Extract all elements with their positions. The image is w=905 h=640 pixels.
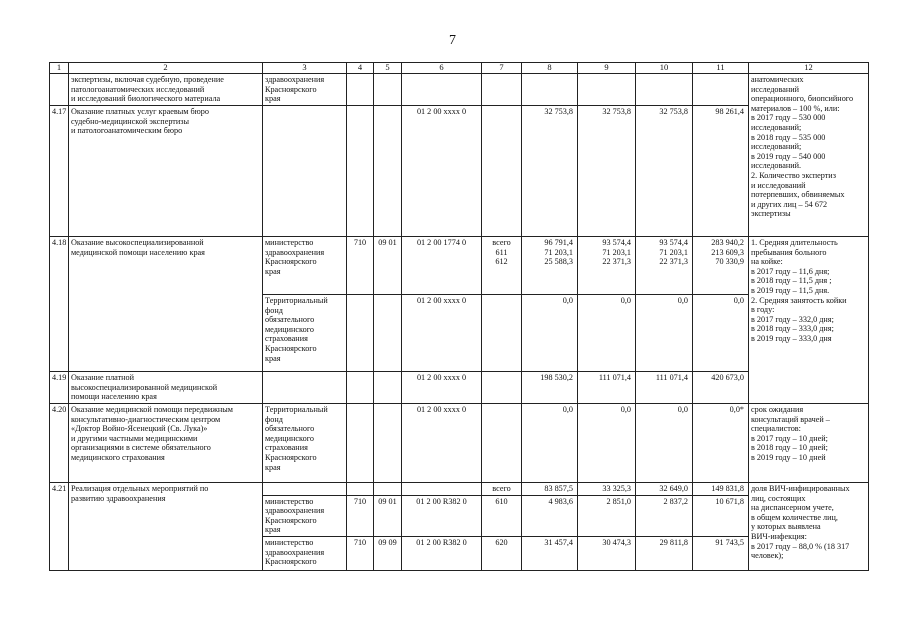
csr-code: 01 2 00 xxxx 0 xyxy=(402,295,482,372)
value-2018: 30 474,3 xyxy=(578,536,636,570)
item-number: 4.18 xyxy=(50,237,69,372)
value-2019: 0,0 xyxy=(636,404,693,483)
item-name: экспертизы, включая судебную, проведение патологоанатомических исследований и исследований биологического материала xyxy=(69,74,263,106)
value-2017: 83 857,5 xyxy=(522,483,578,496)
value-total: 0,0 xyxy=(693,295,749,372)
section-code: 09 01 xyxy=(374,495,402,536)
item-number: 4.17 xyxy=(50,106,69,237)
vr-code: 620 xyxy=(482,536,522,570)
value-2018: 2 851,0 xyxy=(578,495,636,536)
value-2018: 0,0 xyxy=(578,295,636,372)
page-number: 7 xyxy=(449,33,456,48)
csr-code: 01 2 00 xxxx 0 xyxy=(402,372,482,404)
value-total: 420 673,0 xyxy=(693,372,749,404)
result-indicator: 1. Средняя длительность пребывания больного на койке: в 2017 году – 11,6 дня; в 2018 году – 11,5 дня ; в 2019 году – 11,5 дня. 2. Средняя занятость койки в году: в 2017 году – 332,0 дня; в 2018 году – 333,0 дня; в 2019 году – 333,0 дня xyxy=(749,237,869,404)
csr-code: 01 2 00 xxxx 0 xyxy=(402,106,482,237)
executor: Территориальный фонд обязательного медицинского страхования Красноярского края xyxy=(263,404,347,483)
value-2019: 32 649,0 xyxy=(636,483,693,496)
col-header: 7 xyxy=(482,63,522,74)
item-number: 4.19 xyxy=(50,372,69,404)
value-2017: 198 530,2 xyxy=(522,372,578,404)
col-header: 2 xyxy=(69,63,263,74)
col-header: 5 xyxy=(374,63,402,74)
grbs-code: 710 xyxy=(347,237,374,295)
value-2019: 0,0 xyxy=(636,295,693,372)
value-2019: 29 811,8 xyxy=(636,536,693,570)
col-header: 12 xyxy=(749,63,869,74)
result-indicator: доля ВИЧ-инфицированных лиц, состоящих на диспансерном учете, в общем количестве лиц, у которых выявлена ВИЧ-инфекция: в 2017 году – 88,0 % (18 317 человек); xyxy=(749,483,869,571)
section-code: 09 01 xyxy=(374,237,402,295)
col-header: 10 xyxy=(636,63,693,74)
header-row xyxy=(50,63,869,74)
table-row xyxy=(50,237,869,295)
executor: министерство здравоохранения Красноярского xyxy=(263,536,347,570)
value-2017: 96 791,4 71 203,1 25 588,3 xyxy=(522,237,578,295)
result-indicator: анатомических исследований операционного, биопсийного материалов – 100 %, или: в 2017 году – 530 000 исследований; в 2018 году – 535 000 исследований; в 2019 году – 540 000 исследований. 2. Количество экспертиз и исследований потерпевших, обвиняемых и других лиц – 54 672 экспертизы xyxy=(749,74,869,237)
item-name: Оказание высокоспециализированной медицинской помощи населению края xyxy=(69,237,263,372)
value-2017: 31 457,4 xyxy=(522,536,578,570)
vr-code: 610 xyxy=(482,495,522,536)
executor: министерство здравоохранения Красноярского края xyxy=(263,237,347,295)
value-2017: 4 983,6 xyxy=(522,495,578,536)
col-header: 11 xyxy=(693,63,749,74)
csr-code: 01 2 00 1774 0 xyxy=(402,237,482,295)
col-header: 6 xyxy=(402,63,482,74)
result-indicator: срок ожидания консультаций врачей – специалистов: в 2017 году – 10 дней; в 2018 году – 10 дней; в 2019 году – 10 дней xyxy=(749,404,869,483)
item-name: Оказание платных услуг краевым бюро судебно-медицинской экспертизы и патологоанатомическим бюро xyxy=(69,106,263,237)
item-name: Оказание платной высокоспециализированной медицинской помощи населению края xyxy=(69,372,263,404)
grbs-code: 710 xyxy=(347,536,374,570)
table-row xyxy=(50,404,869,483)
table-row xyxy=(50,106,869,237)
value-2018: 33 325,3 xyxy=(578,483,636,496)
value-total: 10 671,8 xyxy=(693,495,749,536)
item-number: 4.20 xyxy=(50,404,69,483)
col-header: 9 xyxy=(578,63,636,74)
col-header: 8 xyxy=(522,63,578,74)
program-table xyxy=(49,62,869,571)
csr-code: 01 2 00 R382 0 xyxy=(402,495,482,536)
value-total: 91 743,5 xyxy=(693,536,749,570)
value-2019: 32 753,8 xyxy=(636,106,693,237)
executor: Территориальный фонд обязательного медицинского страхования Красноярского края xyxy=(263,295,347,372)
section-code: 09 09 xyxy=(374,536,402,570)
value-total: 98 261,4 xyxy=(693,106,749,237)
value-2017: 0,0 xyxy=(522,295,578,372)
col-header: 4 xyxy=(347,63,374,74)
vr-code: всего xyxy=(482,483,522,496)
vr-code: всего 611 612 xyxy=(482,237,522,295)
value-2019: 2 837,2 xyxy=(636,495,693,536)
item-number: 4.21 xyxy=(50,483,69,571)
table-row xyxy=(50,74,869,106)
executor: здравоохранения Красноярского края xyxy=(263,74,347,106)
csr-code: 01 2 00 R382 0 xyxy=(402,536,482,570)
value-total: 283 940,2 213 609,3 70 330,9 xyxy=(693,237,749,295)
table-row xyxy=(50,372,869,404)
value-2018: 32 753,8 xyxy=(578,106,636,237)
value-2017: 32 753,8 xyxy=(522,106,578,237)
value-2017: 0,0 xyxy=(522,404,578,483)
csr-code: 01 2 00 xxxx 0 xyxy=(402,404,482,483)
value-total: 149 831,8 xyxy=(693,483,749,496)
value-2018: 111 071,4 xyxy=(578,372,636,404)
item-name: Оказание медицинской помощи передвижным консультативно-диагностическим центром «Доктор Войно-Ясенецкий (Св. Лука)» и другими частными медицинскими организациями в системе обязательного медицинского страхования xyxy=(69,404,263,483)
value-2018: 93 574,4 71 203,1 22 371,3 xyxy=(578,237,636,295)
col-header: 3 xyxy=(263,63,347,74)
value-2019: 93 574,4 71 203,1 22 371,3 xyxy=(636,237,693,295)
value-total: 0,0* xyxy=(693,404,749,483)
value-2019: 111 071,4 xyxy=(636,372,693,404)
value-2018: 0,0 xyxy=(578,404,636,483)
col-header: 1 xyxy=(50,63,69,74)
item-name: Реализация отдельных мероприятий по развитию здравоохранения xyxy=(69,483,263,571)
table-row xyxy=(50,483,869,496)
executor: министерство здравоохранения Красноярского края xyxy=(263,495,347,536)
grbs-code: 710 xyxy=(347,495,374,536)
